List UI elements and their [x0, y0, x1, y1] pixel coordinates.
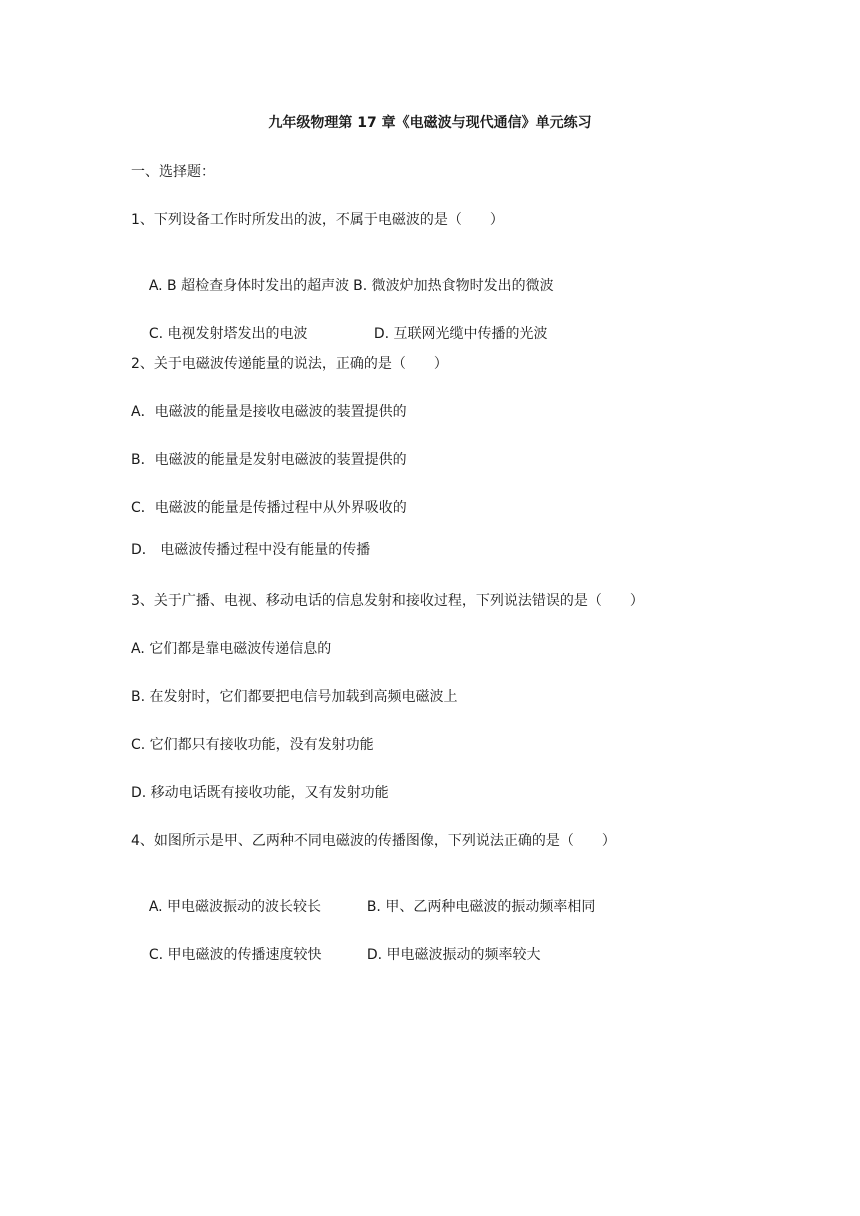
- question-4-options-row-2: [131, 928, 541, 982]
- question-4-option-b: B. 甲、乙两种电磁波的振动频率相同: [366, 899, 596, 915]
- question-1-option-d: D. 互联网光缆中传播的光波: [373, 326, 548, 342]
- question-3-stem: 3、关于广播、电视、移动电话的信息发射和接收过程，下列说法错误的是（ ）: [131, 593, 644, 609]
- section-heading: 一、选择题：: [131, 164, 215, 180]
- question-1-options-row-2: [131, 307, 548, 361]
- question-3-option-c: C. 它们都只有接收功能，没有发射功能: [131, 737, 374, 753]
- question-4-option-c: C. 甲电磁波的传播速度较快: [148, 947, 322, 963]
- question-3-option-a: A. 它们都是靠电磁波传递信息的: [131, 641, 332, 657]
- question-4-option-d: D. 甲电磁波振动的频率较大: [366, 947, 541, 963]
- question-4-option-a: A. 甲电磁波振动的波长较长: [148, 899, 322, 915]
- question-2-option-d: D． 电磁波传播过程中没有能量的传播: [131, 542, 371, 558]
- question-3-option-d: D. 移动电话既有接收功能，又有发射功能: [131, 785, 389, 801]
- question-1-option-b: B. 微波炉加热食物时发出的微波: [353, 278, 554, 294]
- question-4-stem: 4、如图所示是甲、乙两种不同电磁波的传播图像，下列说法正确的是（ ）: [131, 833, 616, 849]
- question-1-option-a: A. B 超检查身体时发出的超声波: [148, 278, 350, 294]
- question-2-option-b: B．电磁波的能量是发射电磁波的装置提供的: [131, 452, 407, 468]
- question-2-stem: 2、关于电磁波传递能量的说法，正确的是（ ）: [131, 356, 448, 372]
- document-title: 九年级物理第 17 章《电磁波与现代通信》单元练习: [268, 115, 592, 131]
- question-4-options-row-1: [131, 880, 595, 934]
- question-2-option-c: C．电磁波的能量是传播过程中从外界吸收的: [131, 500, 407, 516]
- question-1-stem: 1、下列设备工作时所发出的波，不属于电磁波的是（ ）: [131, 212, 504, 228]
- question-3-option-b: B. 在发射时，它们都要把电信号加载到高频电磁波上: [131, 689, 458, 705]
- question-2-option-a: A．电磁波的能量是接收电磁波的装置提供的: [131, 404, 407, 420]
- question-1-options-row-1: [131, 259, 554, 313]
- question-1-option-c: C. 电视发射塔发出的电波: [148, 326, 308, 342]
